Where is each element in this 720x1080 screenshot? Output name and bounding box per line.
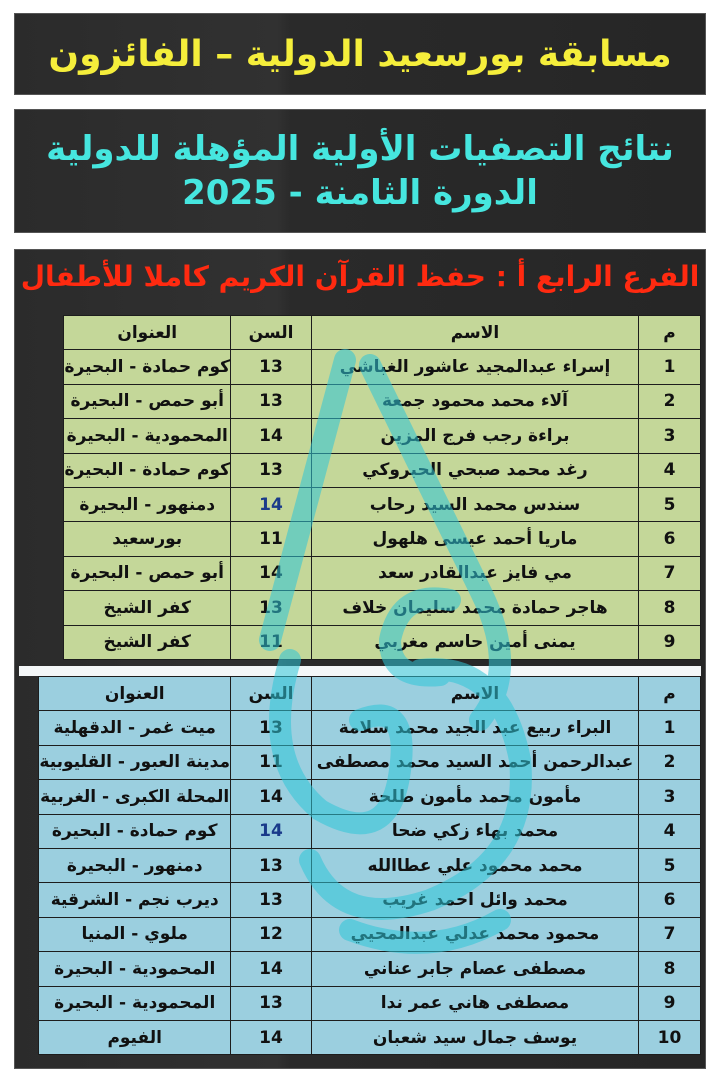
row-index: 7 [639, 917, 701, 951]
row-age: 11 [231, 625, 312, 659]
row-name: محمد محمود علي عطاالله [312, 848, 639, 882]
row-name: يمنى أمين حاسم مغربي [312, 625, 639, 659]
subtitle-line-1: نتائج التصفيات الأولية المؤهلة للدولية [46, 129, 674, 169]
row-address: المحمودية - البحيرة [39, 986, 231, 1020]
row-age: 14 [231, 487, 312, 521]
row-index: 9 [639, 625, 701, 659]
row-index: 7 [639, 556, 701, 590]
row-index: 8 [639, 952, 701, 986]
row-address: أبو حمص - البحيرة [64, 384, 231, 418]
row-address: ملوي - المنيا [39, 917, 231, 951]
results-table-girls [63, 315, 701, 660]
row-name: إسراء عبدالمجيد عاشور الغباشي [312, 350, 639, 384]
row-address: كفر الشيخ [64, 591, 231, 625]
row-index: 4 [639, 814, 701, 848]
col-age-header: السن [231, 677, 312, 711]
competition-title: مسابقة بورسعيد الدولية – الفائزون [48, 33, 672, 75]
table-row [64, 384, 701, 418]
row-index: 9 [639, 986, 701, 1020]
row-age: 14 [231, 780, 312, 814]
table-row [64, 487, 701, 521]
table-row [64, 453, 701, 487]
table-row [64, 591, 701, 625]
col-age-header: السن [231, 316, 312, 350]
col-name-header: الاسم [312, 677, 639, 711]
table-row [39, 780, 701, 814]
table-row [39, 917, 701, 951]
col-index-header: م [639, 677, 701, 711]
row-index: 2 [639, 384, 701, 418]
row-address: مدينة العبور - القليوبية [39, 745, 231, 779]
row-name: آلاء محمد محمود جمعة [312, 384, 639, 418]
row-name: محمود محمد عدلي عبدالمحيي [312, 917, 639, 951]
row-age: 14 [231, 556, 312, 590]
row-index: 5 [639, 487, 701, 521]
table-row [64, 556, 701, 590]
table-row [64, 625, 701, 659]
row-name: يوسف جمال سيد شعبان [312, 1020, 639, 1054]
row-name: ماريا أحمد عيسى هلهول [312, 522, 639, 556]
section-heading: الفرع الرابع أ : حفظ القرآن الكريم كاملا للأطفال [20, 259, 700, 293]
row-name: عبدالرحمن أحمد السيد محمد مصطفى [312, 745, 639, 779]
row-name: مأمون محمد مأمون طلحة [312, 780, 639, 814]
table-row [39, 848, 701, 882]
table-row [39, 952, 701, 986]
row-index: 1 [639, 350, 701, 384]
table-row [64, 350, 701, 384]
row-address: ميت غمر - الدقهلية [39, 711, 231, 745]
table-header-row [39, 677, 701, 711]
row-address: دمنهور - البحيرة [39, 848, 231, 882]
table-separator [19, 666, 701, 676]
table-row [39, 814, 701, 848]
row-name: مصطفى هاني عمر ندا [312, 986, 639, 1020]
table-row [39, 1020, 701, 1054]
row-age: 13 [231, 350, 312, 384]
row-address: المحمودية - البحيرة [39, 952, 231, 986]
table-row [39, 883, 701, 917]
row-age: 13 [231, 453, 312, 487]
table-row [64, 419, 701, 453]
row-index: 1 [639, 711, 701, 745]
row-name: مي فايز عبدالقادر سعد [312, 556, 639, 590]
row-address: بورسعيد [64, 522, 231, 556]
row-address: كوم حمادة - البحيرة [39, 814, 231, 848]
row-index: 5 [639, 848, 701, 882]
row-address: الفيوم [39, 1020, 231, 1054]
row-index: 10 [639, 1020, 701, 1054]
row-age: 13 [231, 591, 312, 625]
subtitle-banner [15, 110, 705, 232]
row-name: هاجر حمادة محمد سليمان خلاف [312, 591, 639, 625]
row-age: 14 [231, 814, 312, 848]
row-index: 2 [639, 745, 701, 779]
row-index: 3 [639, 780, 701, 814]
col-address-header: العنوان [64, 316, 231, 350]
row-address: المحمودية - البحيرة [64, 419, 231, 453]
row-name: البراء ربيع عبد الجيد محمد سلامة [312, 711, 639, 745]
row-address: المحلة الكبرى - الغربية [39, 780, 231, 814]
row-address: كوم حمادة - البحيرة [64, 350, 231, 384]
row-address: كوم حمادة - البحيرة [64, 453, 231, 487]
row-name: مصطفى عصام جابر عناني [312, 952, 639, 986]
table-row [39, 711, 701, 745]
row-index: 8 [639, 591, 701, 625]
table-row [39, 986, 701, 1020]
table-header-row [64, 316, 701, 350]
row-address: كفر الشيخ [64, 625, 231, 659]
row-age: 13 [231, 384, 312, 418]
row-name: براءة رجب فرج المزين [312, 419, 639, 453]
row-age: 14 [231, 1020, 312, 1054]
row-name: محمد وائل احمد غريب [312, 883, 639, 917]
row-age: 13 [231, 883, 312, 917]
col-index-header: م [639, 316, 701, 350]
row-age: 11 [231, 745, 312, 779]
table-row [39, 745, 701, 779]
row-address: أبو حمص - البحيرة [64, 556, 231, 590]
row-age: 13 [231, 711, 312, 745]
row-address: دمنهور - البحيرة [64, 487, 231, 521]
row-name: محمد بهاء زكي ضحا [312, 814, 639, 848]
subtitle-line-2: الدورة الثامنة - 2025 [182, 173, 538, 213]
row-age: 14 [231, 419, 312, 453]
row-index: 6 [639, 883, 701, 917]
col-address-header: العنوان [39, 677, 231, 711]
row-age: 13 [231, 986, 312, 1020]
table-row [64, 522, 701, 556]
row-name: رغد محمد صبحي الحبروكي [312, 453, 639, 487]
row-address: ديرب نجم - الشرقية [39, 883, 231, 917]
row-index: 4 [639, 453, 701, 487]
row-age: 11 [231, 522, 312, 556]
row-age: 12 [231, 917, 312, 951]
row-age: 13 [231, 848, 312, 882]
results-panel [15, 250, 705, 1068]
row-name: سندس محمد السيد رحاب [312, 487, 639, 521]
competition-title-banner [15, 14, 705, 94]
row-index: 6 [639, 522, 701, 556]
row-index: 3 [639, 419, 701, 453]
row-age: 14 [231, 952, 312, 986]
results-table-boys [38, 676, 701, 1055]
col-name-header: الاسم [312, 316, 639, 350]
